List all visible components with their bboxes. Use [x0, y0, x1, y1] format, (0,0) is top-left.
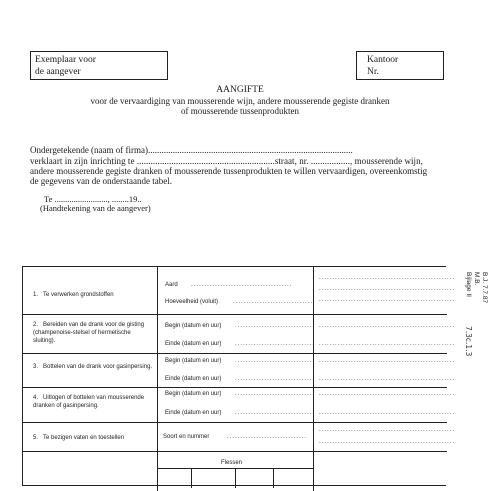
row-5-col3-dots-2[interactable]: ...................................................: [319, 439, 456, 445]
document-subtitle-line2: of mousserende tussenprodukten: [181, 106, 299, 116]
declaration-table: [22, 266, 456, 486]
row-4-label: 4. Uitlogen of bottelen van mousserende dranken of gasinpersing.: [33, 395, 145, 409]
row-4-col3-dots-1[interactable]: ...................................................: [319, 391, 456, 397]
side-note-line1: B.J. 7.7.87: [481, 272, 488, 304]
row-2-number: 2.: [33, 322, 39, 328]
document-subtitle-line1: voor de vervaardiging van mousserende wijn, andere mousserende gegiste dranken: [90, 96, 390, 106]
side-note-line3: Bijlage II: [465, 272, 472, 297]
document-title: AANGIFTE: [216, 85, 264, 95]
row-3-field-end: Einde (datum en uur): [165, 376, 222, 382]
row-2-field-end: Einde (datum en uur): [165, 341, 222, 347]
office-box-line2: Nr.: [367, 67, 379, 77]
row-3-label: 3. Bottelen van de drank voor gasinpersing.: [33, 364, 153, 370]
row-3-end-dots[interactable]: ..............................: [235, 376, 316, 382]
row-4-number: 4.: [33, 395, 39, 401]
row-3-field-start: Begin (datum en uur): [165, 358, 222, 364]
side-note-line2: M.B.: [473, 272, 480, 286]
office-box: [356, 51, 444, 80]
declaration-line4: de gegevens van de onderstaande tabel.: [30, 176, 172, 186]
row-2-end-dots[interactable]: ..............................: [235, 341, 316, 347]
bottles-header: Flessen: [221, 460, 243, 466]
row-5-number: 5.: [33, 435, 39, 441]
row-5-kind-dots[interactable]: ..............................: [227, 434, 308, 440]
row-2-col3-dots-1[interactable]: ...................................................: [319, 323, 456, 329]
row-1-col3-dots-2[interactable]: ...................................................: [319, 286, 456, 292]
row-1-quantity-dots[interactable]: ..............................: [233, 299, 314, 305]
row-3-col3-dots-1[interactable]: ...................................................: [319, 358, 456, 364]
row-1-number: 1.: [33, 292, 39, 298]
declaration-line2: verklaart in zijn inrichting te ............................................................straat, nr. ................., mousserende wijn,: [30, 156, 423, 166]
row-4-start-dots[interactable]: ..............................: [235, 391, 316, 397]
side-note: [464, 272, 488, 303]
declaration-line3: andere mousserende gegiste dranken of mousserende tussenprodukten te willen vervaardigen, overeenkomstig: [30, 166, 428, 176]
row-3-start-dots[interactable]: ..............................: [235, 358, 316, 364]
row-4-field-start: Begin (datum en uur): [165, 391, 222, 397]
copy-box-line2: de aangever: [35, 67, 81, 77]
row-1-field-type: Aard: [165, 282, 178, 288]
row-2-field-start: Begin (datum en uur): [165, 323, 222, 329]
row-1-col3-dots-1[interactable]: ...................................................: [319, 275, 456, 281]
signature-place-date: Te ........................., ........19..: [44, 194, 142, 204]
row-1-type-dots[interactable]: ......................................: [191, 282, 293, 288]
handwritten-reference: 7.3c.1.3: [464, 326, 473, 357]
declaration-line1: Ondergetekende (naam of firma)...........................................................................................: [30, 145, 353, 155]
row-5-field-kind: Soort en nummer: [163, 434, 210, 440]
office-box-line1: Kantoor: [367, 55, 399, 65]
row-2-label: 2. Bereiden van de drank voor de gisting (champenoise-stelsel of hermetische sluiting).: [33, 322, 145, 344]
copy-for-declarant-box: [30, 51, 168, 80]
row-2-start-dots[interactable]: ..............................: [235, 323, 316, 329]
row-1-label: 1. Te verwerken grondstoffen: [33, 292, 114, 298]
row-4-field-end: Einde (datum en uur): [165, 410, 222, 416]
row-3-number: 3.: [33, 364, 39, 370]
row-4-col3-dots-2[interactable]: ...................................................: [319, 410, 456, 416]
row-2-col3-dots-2[interactable]: ...................................................: [319, 341, 456, 347]
row-5-col3-dots-1[interactable]: ...................................................: [319, 427, 456, 433]
row-5-label: 5. Te bezigen vaten en toestellen: [33, 435, 125, 441]
row-1-col3-dots-3[interactable]: ...................................................: [319, 297, 456, 303]
row-1-field-quantity: Hoeveelheid (voluit): [165, 299, 219, 305]
row-4-end-dots[interactable]: ..............................: [235, 410, 316, 416]
row-3-col3-dots-2[interactable]: ...................................................: [319, 376, 456, 382]
copy-box-line1: Exemplaar voor: [35, 55, 96, 65]
signature-label: (Handtekening van de aangever): [40, 203, 151, 213]
